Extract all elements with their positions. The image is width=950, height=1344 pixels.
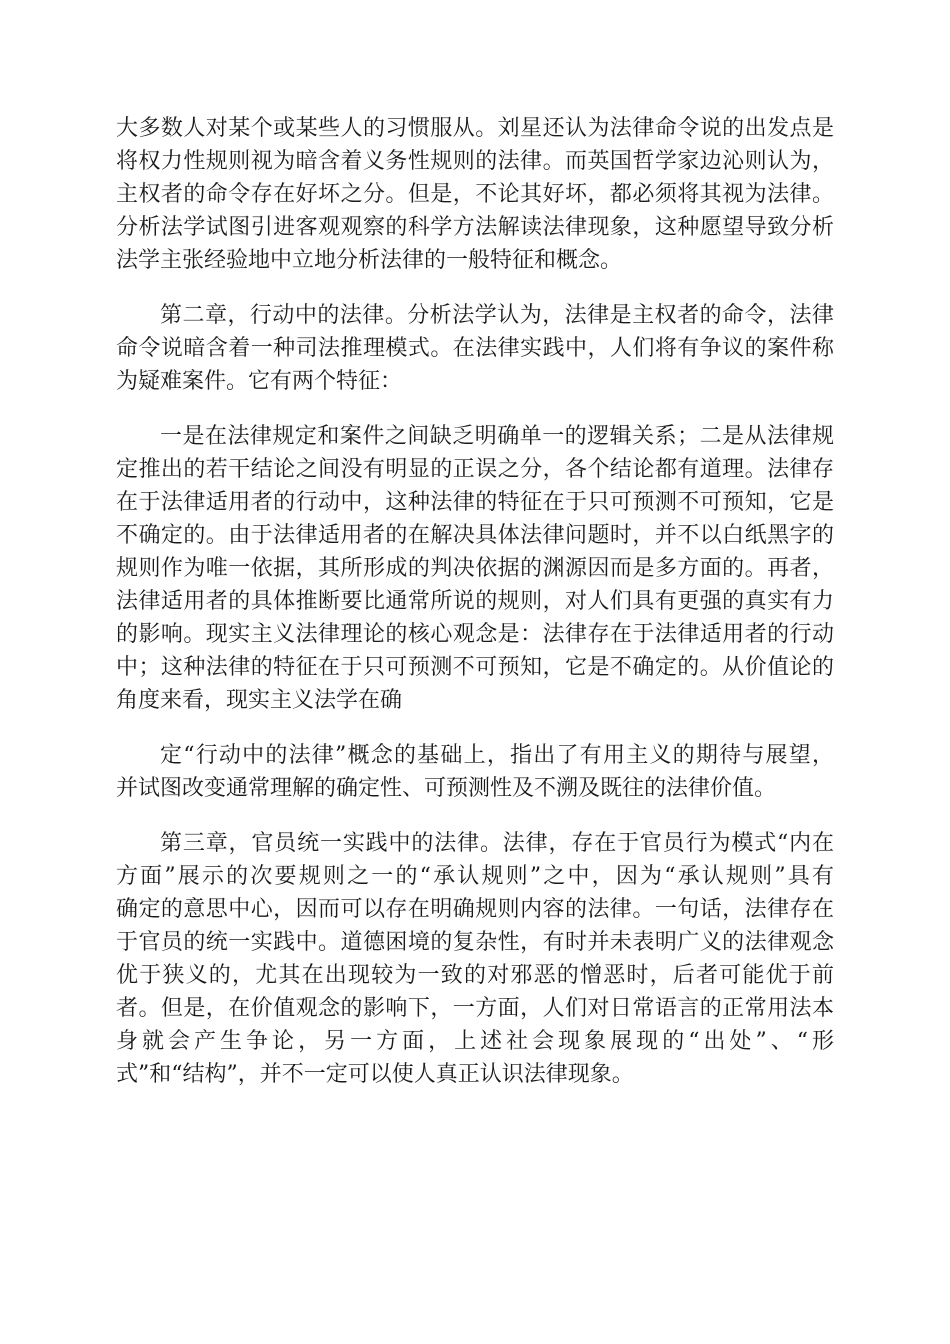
- text-line: 式”和“结构”，并不一定可以使人真正认识法律现象。: [116, 1062, 634, 1087]
- text-line: 主权者的命令存在好坏之分。但是，不论其好坏，都必须将其视为法律。: [116, 182, 834, 207]
- text-line: 优于狭义的，尤其在出现较为一致的对邪恶的憎恶时，后者可能优于前: [116, 963, 834, 988]
- text-line: 身就会产生争论，另一方面，上述社会现象展现的“出处”、“形: [116, 1029, 834, 1054]
- text-line: 规则作为唯一依据，其所形成的判决依据的渊源因而是多方面的。再者，: [116, 556, 834, 581]
- text-line: 角度来看，现实主义法学在确: [116, 688, 403, 713]
- paragraph-5: [116, 827, 834, 1091]
- text-line: 将权力性规则视为暗含着义务性规则的法律。而英国哲学家边沁则认为，: [116, 149, 834, 174]
- text-line: 的影响。现实主义法律理论的核心观念是：法律存在于法律适用者的行动: [116, 622, 834, 647]
- text-line: 不确定的。由于法律适用者的在解决具体法律问题时，并不以白纸黑字的: [116, 523, 834, 548]
- paragraph-4: [116, 739, 834, 805]
- text-line: 大多数人对某个或某些人的习惯服从。刘星还认为法律命令说的出发点是: [116, 116, 834, 141]
- text-line: 者。但是，在价值观念的影响下，一方面，人们对日常语言的正常用法本: [116, 996, 834, 1021]
- text-line: 确定的意思中心，因而可以存在明确规则内容的法律。一句话，法律存在: [116, 897, 834, 922]
- text-line: 分析法学试图引进客观观察的科学方法解读法律现象，这种愿望导致分析: [116, 215, 834, 240]
- text-line: 一是在法律规定和案件之间缺乏明确单一的逻辑关系；二是从法律规: [160, 424, 834, 449]
- text-line: 第三章，官员统一实践中的法律。法律，存在于官员行为模式“内在: [160, 831, 834, 856]
- text-line: 并试图改变通常理解的确定性、可预测性及不溯及既往的法律价值。: [116, 776, 777, 801]
- text-line: 第二章，行动中的法律。分析法学认为，法律是主权者的命令，法律: [160, 303, 834, 328]
- paragraph-1: [116, 112, 834, 277]
- paragraph-3: [116, 420, 834, 717]
- paragraph-2: [116, 299, 834, 398]
- text-line: 在于法律适用者的行动中，这种法律的特征在于只可预测不可预知，它是: [116, 490, 834, 515]
- text-line: 定“行动中的法律”概念的基础上，指出了有用主义的期待与展望，: [160, 743, 834, 768]
- text-line: 法学主张经验地中立地分析法律的一般特征和概念。: [116, 248, 623, 273]
- text-line: 为疑难案件。它有两个特征：: [116, 369, 403, 394]
- document-page: [116, 112, 834, 1091]
- text-line: 方面”展示的次要规则之一的“承认规则”之中，因为“承认规则”具有: [116, 864, 834, 889]
- text-line: 定推出的若干结论之间没有明显的正误之分，各个结论都有道理。法律存: [116, 457, 834, 482]
- text-line: 中；这种法律的特征在于只可预测不可预知，它是不确定的。从价值论的: [116, 655, 834, 680]
- text-line: 于官员的统一实践中。道德困境的复杂性，有时并未表明广义的法律观念: [116, 930, 834, 955]
- text-line: 命令说暗含着一种司法推理模式。在法律实践中，人们将有争议的案件称: [116, 336, 834, 361]
- text-line: 法律适用者的具体推断要比通常所说的规则，对人们具有更强的真实有力: [116, 589, 834, 614]
